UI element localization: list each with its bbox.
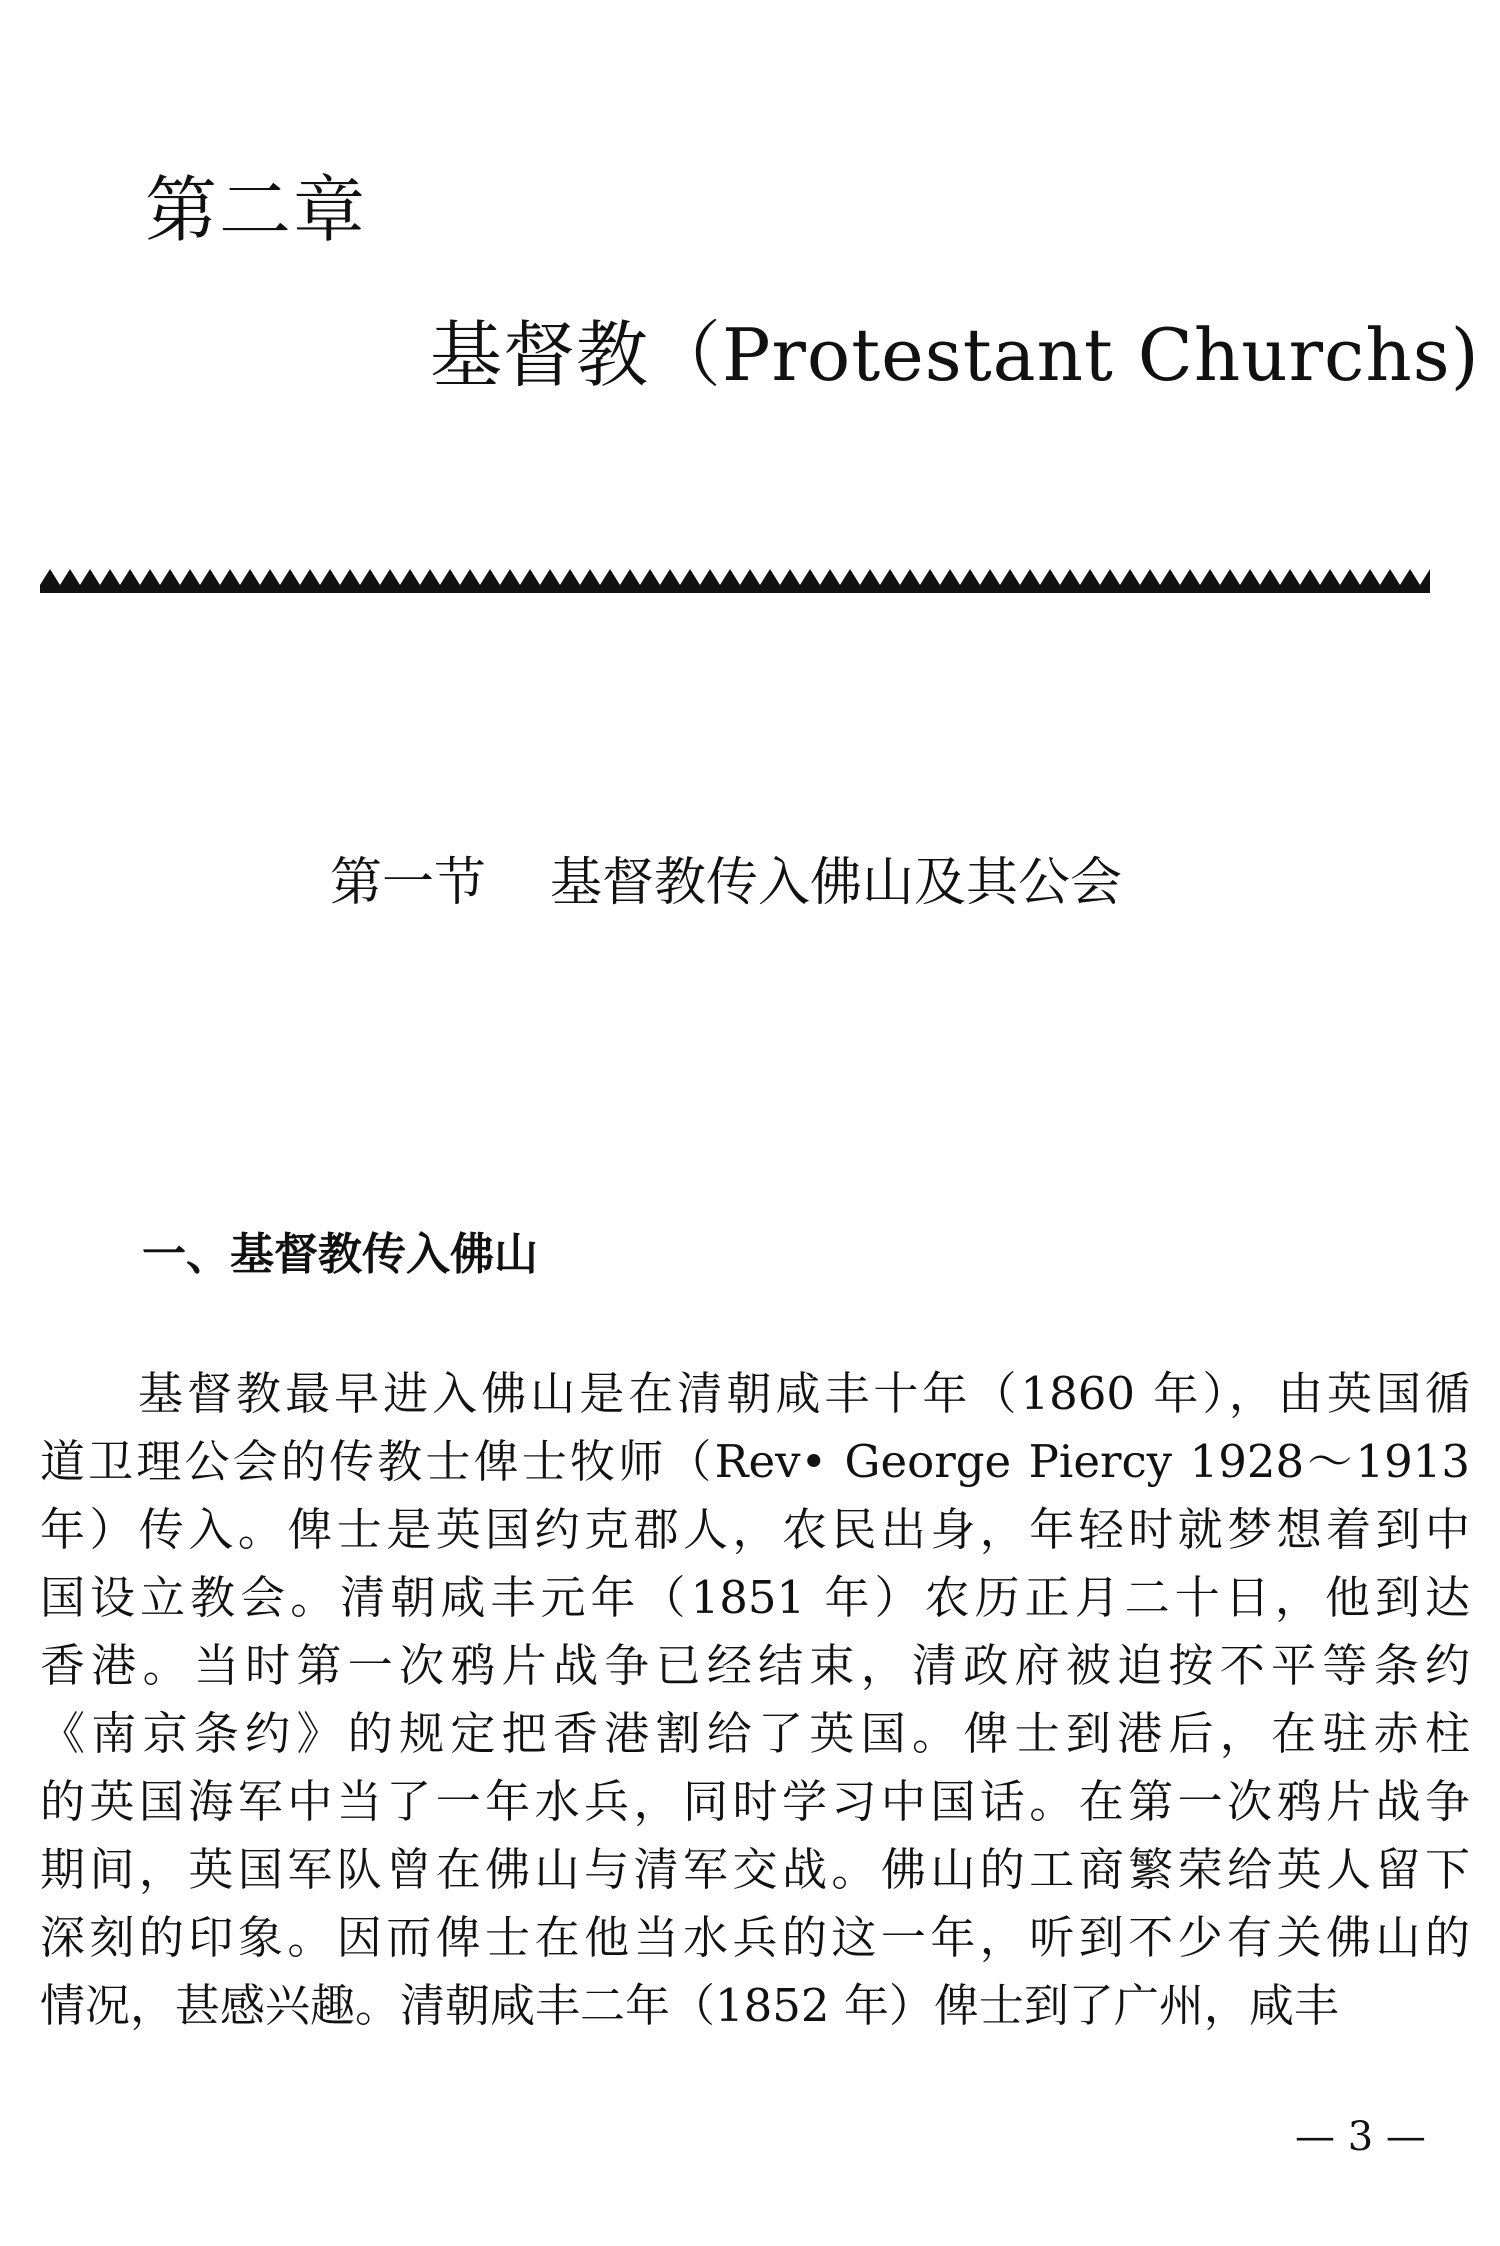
chapter-title: 基督教（Protestant Churchs) (430, 313, 1480, 397)
subsection-title: 一、基督教传入佛山 (142, 1229, 538, 1280)
body-paragraph (40, 1360, 1470, 2040)
decorative-divider (40, 565, 1430, 593)
text-line: 深刻的印象。因而俾士在他当水兵的这一年，听到不少有关佛山的 (40, 1911, 1470, 1964)
text-line: 基督教最早进入佛山是在清朝咸丰十年（1860 年），由英国循 (138, 1367, 1470, 1420)
text-line: 情况，甚感兴趣。清朝咸丰二年（1852 年）俾士到了广州，咸丰 (40, 1979, 1339, 2032)
section-number: 第一节 (330, 853, 487, 913)
text-line: 的英国海军中当了一年水兵，同时学习中国话。在第一次鸦片战争 (40, 1775, 1470, 1828)
text-line: 期间，英国军队曾在佛山与清军交战。佛山的工商繁荣给英人留下 (40, 1843, 1470, 1896)
section-heading (330, 848, 1122, 918)
text-line: 香港。当时第一次鸦片战争已经结束，清政府被迫按不平等条约 (40, 1639, 1470, 1692)
text-line: 国设立教会。清朝咸丰元年（1851 年）农历正月二十日，他到达 (40, 1571, 1470, 1624)
page-number: — 3 — (1295, 2114, 1426, 2160)
text-line: 道卫理公会的传教士俾士牧师（Rev• George Piercy 1928～1913 (40, 1435, 1470, 1488)
chapter-label: 第二章 (145, 168, 368, 252)
text-line: 年）传入。俾士是英国约克郡人，农民出身，年轻时就梦想着到中 (40, 1503, 1470, 1556)
text-line: 《南京条约》的规定把香港割给了英国。俾士到港后，在驻赤柱 (40, 1707, 1470, 1760)
section-title: 基督教传入佛山及其公会 (550, 853, 1123, 913)
